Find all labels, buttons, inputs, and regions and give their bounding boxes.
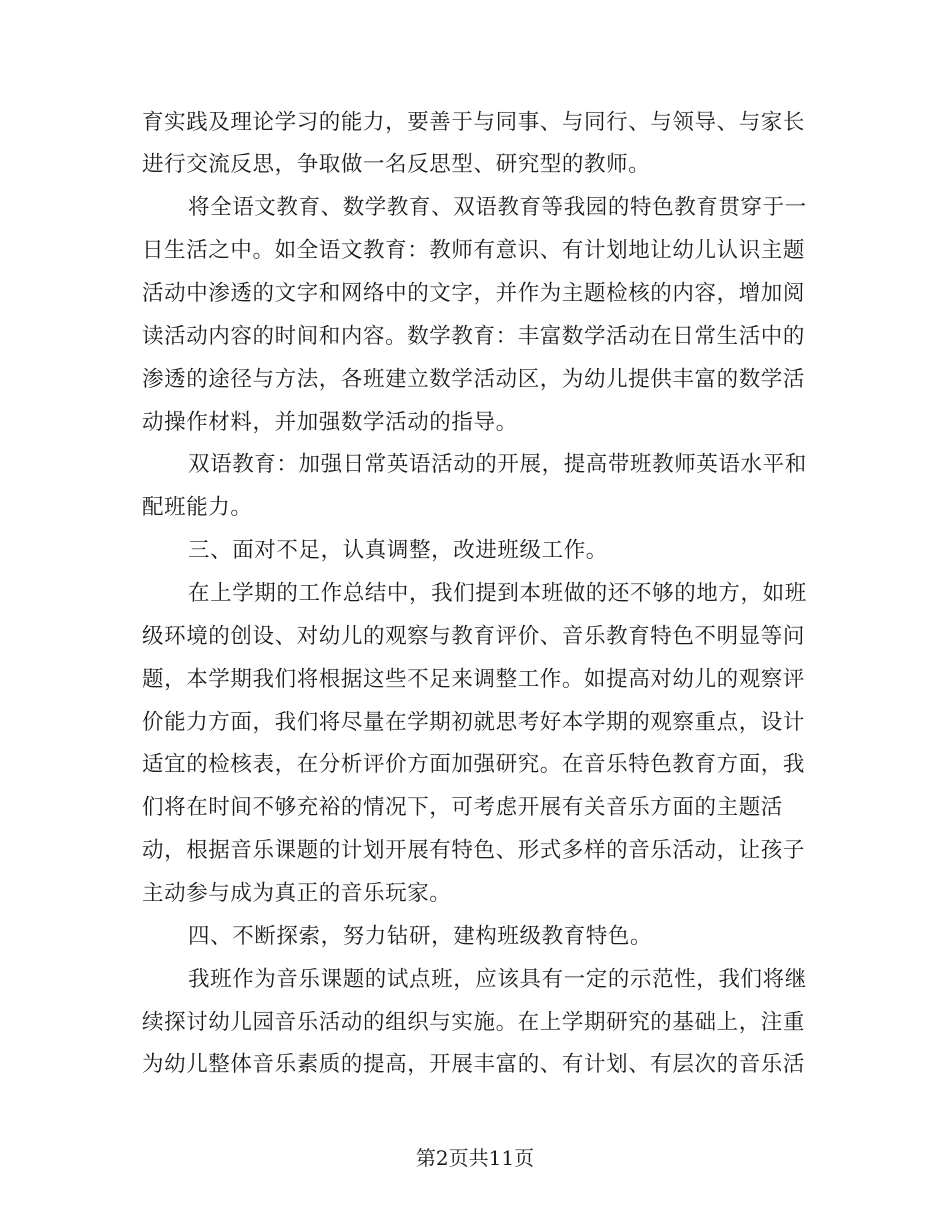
section-heading: 三、面对不足，认真调整，改进班级工作。 (188, 538, 608, 563)
text-line: 双语教育：加强日常英语活动的开展，提高带班教师英语水平和 (188, 452, 807, 477)
text-line: 进行交流反思，争取做一名反思型、研究型的教师。 (142, 152, 651, 177)
text-line: 活动中渗透的文字和网络中的文字，并作为主题检核的内容，增加阅 (142, 281, 806, 306)
text-line: 我班作为音乐课题的试点班，应该具有一定的示范性，我们将继 (188, 967, 807, 992)
text-line: 读活动内容的时间和内容。数学教育：丰富数学活动在日常生活中的 (142, 324, 806, 349)
text-line: 们将在时间不够充裕的情况下，可考虑开展有关音乐方面的主题活 (142, 795, 783, 820)
text-line: 渗透的途径与方法，各班建立数学活动区，为幼儿提供丰富的数学活 (142, 367, 806, 392)
text-line: 适宜的检核表，在分析评价方面加强研究。在音乐特色教育方面，我 (142, 752, 806, 777)
text-line: 动操作材料，并加强数学活动的指导。 (142, 410, 518, 435)
text-line: 题，本学期我们将根据这些不足来调整工作。如提高对幼儿的观察评 (142, 667, 806, 692)
text-line: 级环境的创设、对幼儿的观察与教育评价、音乐教育特色不明显等问 (142, 624, 806, 649)
page-number-footer: 第2页共11页 (415, 1146, 535, 1170)
text-line: 在上学期的工作总结中，我们提到本班做的还不够的地方，如班 (188, 581, 807, 606)
text-line: 主动参与成为真正的音乐玩家。 (142, 881, 452, 906)
text-line: 配班能力。 (142, 495, 253, 520)
text-line: 续探讨幼儿园音乐活动的组织与实施。在上学期研究的基础上，注重 (142, 1010, 806, 1035)
text-line: 育实践及理论学习的能力，要善于与同事、与同行、与领导、与家长 (142, 110, 806, 135)
section-heading: 四、不断探索，努力钻研，建构班级教育特色。 (188, 924, 653, 949)
text-line: 为幼儿整体音乐素质的提高，开展丰富的、有计划、有层次的音乐活 (142, 1052, 806, 1077)
text-line: 将全语文教育、数学教育、双语教育等我园的特色教育贯穿于一 (188, 195, 807, 220)
text-line: 日生活之中。如全语文教育：教师有意识、有计划地让幼儿认识主题 (142, 238, 806, 263)
text-line: 动，根据音乐课题的计划开展有特色、形式多样的音乐活动，让孩子 (142, 838, 806, 863)
text-line: 价能力方面，我们将尽量在学期初就思考好本学期的观察重点，设计 (142, 710, 806, 735)
